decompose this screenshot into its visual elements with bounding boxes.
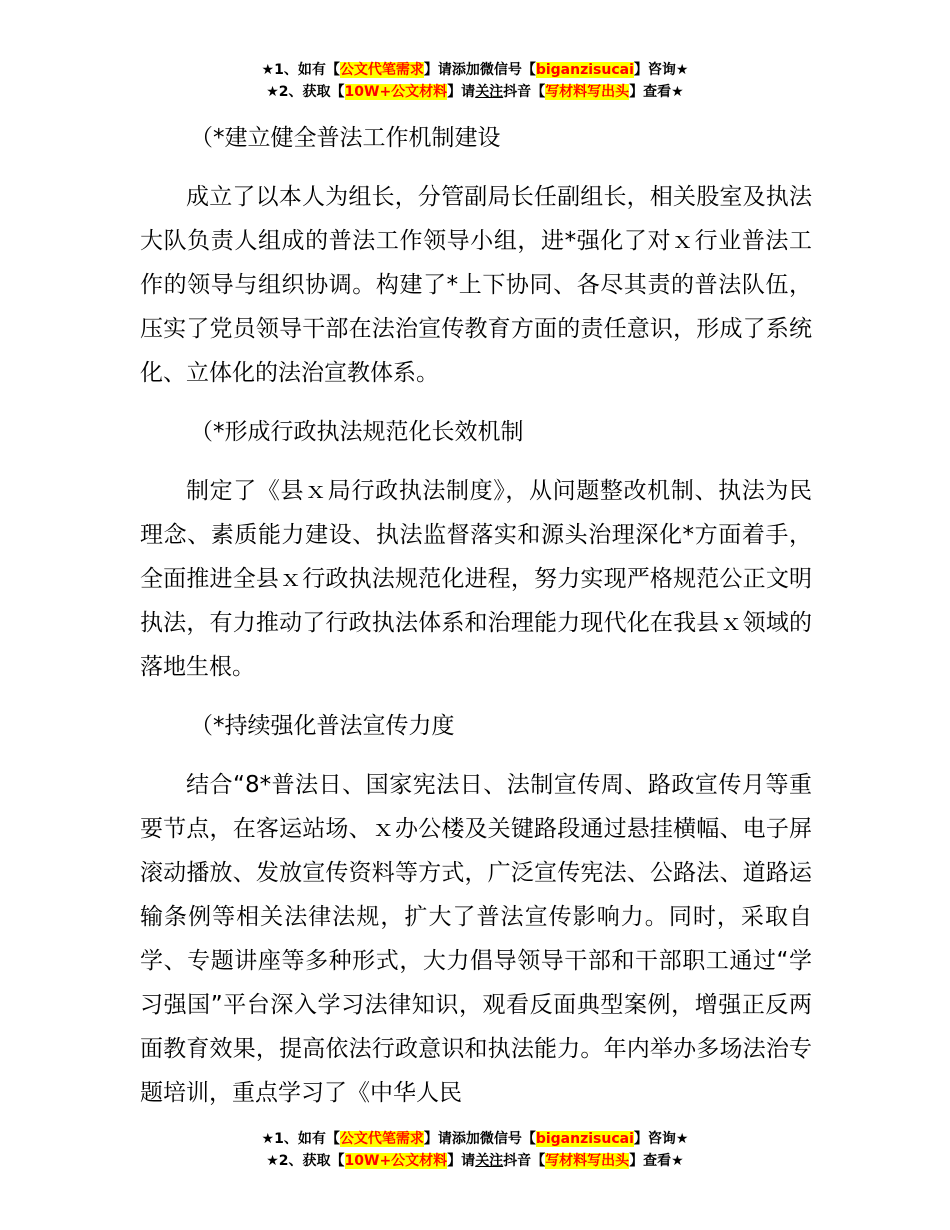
banner-text: ★1、如有 <box>261 1131 326 1147</box>
banner-bracket: 【 <box>521 1131 536 1147</box>
highlight-wechat-id: biganzisucai <box>535 62 634 78</box>
banner-line-1 <box>0 1128 950 1150</box>
banner-text: ★2、获取 <box>266 84 331 100</box>
banner-bracket: 【 <box>531 1153 546 1169</box>
banner-text: 】咨询★ <box>633 1131 689 1147</box>
section-paragraph-2: 制定了《县ｘ局行政执法制度》，从问题整改机制、执法为民理念、素质能力建设、执法监督落实和源头治理深化*方面着手，全面推进全县ｘ行政执法规范化进程，努力实现严格规范公正文明执法，有力推动了行政执法体系和治理能力现代化在我县ｘ领域的落地生根。 <box>140 478 813 680</box>
underlined-follow: 关注 <box>475 1153 504 1169</box>
document-body <box>140 116 812 1130</box>
highlight-ghostwriting: 公文代笔需求 <box>339 62 424 78</box>
banner-text: ★1、如有 <box>261 62 326 78</box>
banner-text: 】请 <box>447 1153 476 1169</box>
highlight-ghostwriting: 公文代笔需求 <box>339 1131 424 1147</box>
banner-line-2 <box>0 1150 950 1172</box>
highlight-douyin-account: 写材料写出头 <box>545 1153 630 1169</box>
banner-bracket: 【 <box>325 1131 340 1147</box>
banner-bracket: 【 <box>325 62 340 78</box>
highlight-wechat-id: biganzisucai <box>535 1131 634 1147</box>
banner-text: 抖音 <box>503 84 532 100</box>
section-heading-1: （*建立健全普法工作机制建设 <box>190 125 501 151</box>
highlight-douyin-account: 写材料写出头 <box>545 84 630 100</box>
highlight-materials: 10W+公文材料 <box>344 1153 448 1169</box>
banner-text: 】请 <box>447 84 476 100</box>
banner-text: 】查看★ <box>629 84 684 100</box>
footer-banner <box>0 1128 950 1172</box>
banner-text: 】请添加微信号 <box>423 1131 522 1147</box>
banner-bracket: 【 <box>330 84 345 100</box>
banner-text: 】咨询★ <box>633 62 689 78</box>
section-heading-2: （*形成行政执法规范化长效机制 <box>190 419 524 445</box>
banner-text: 抖音 <box>503 1153 532 1169</box>
header-banner <box>0 59 950 103</box>
section-paragraph-3: 结合“8*普法日、国家宪法日、法制宣传周、路政宣传月等重要节点，在客运站场、ｘ办公楼及关键路段通过悬挂横幅、电子屏滚动播放、发放宣传资料等方式，广泛宣传宪法、公路法、道路运输条例等相关法律法规，扩大了普法宣传影响力。同时，采取自学、专题讲座等多种形式，大力倡导领导干部和干部职工通过“学习强国”平台深入学习法律知识，观看反面典型案例，增强正反两面教育效果，提高依法行政意识和执法能力。年内举办多场法治专题培训，重点学习了《中华人民 <box>140 772 812 1106</box>
banner-bracket: 【 <box>330 1153 345 1169</box>
banner-line-1 <box>0 59 950 81</box>
highlight-materials: 10W+公文材料 <box>344 84 448 100</box>
section-heading-3: （*持续强化普法宣传力度 <box>190 713 455 739</box>
section-paragraph-1: 成立了以本人为组长，分管副局长任副组长，相关股室及执法大队负责人组成的普法工作领导小组，进*强化了对ｘ行业普法工作的领导与组织协调。构建了*上下协同、各尽其责的普法队伍，压实了党员领导干部在法治宣传教育方面的责任意识，形成了系统化、立体化的法治宣教体系。 <box>140 184 812 386</box>
banner-bracket: 【 <box>521 62 536 78</box>
banner-text: ★2、获取 <box>266 1153 331 1169</box>
banner-text: 】请添加微信号 <box>423 62 522 78</box>
banner-text: 】查看★ <box>629 1153 684 1169</box>
banner-bracket: 【 <box>531 84 546 100</box>
underlined-follow: 关注 <box>475 84 504 100</box>
banner-line-2 <box>0 81 950 103</box>
